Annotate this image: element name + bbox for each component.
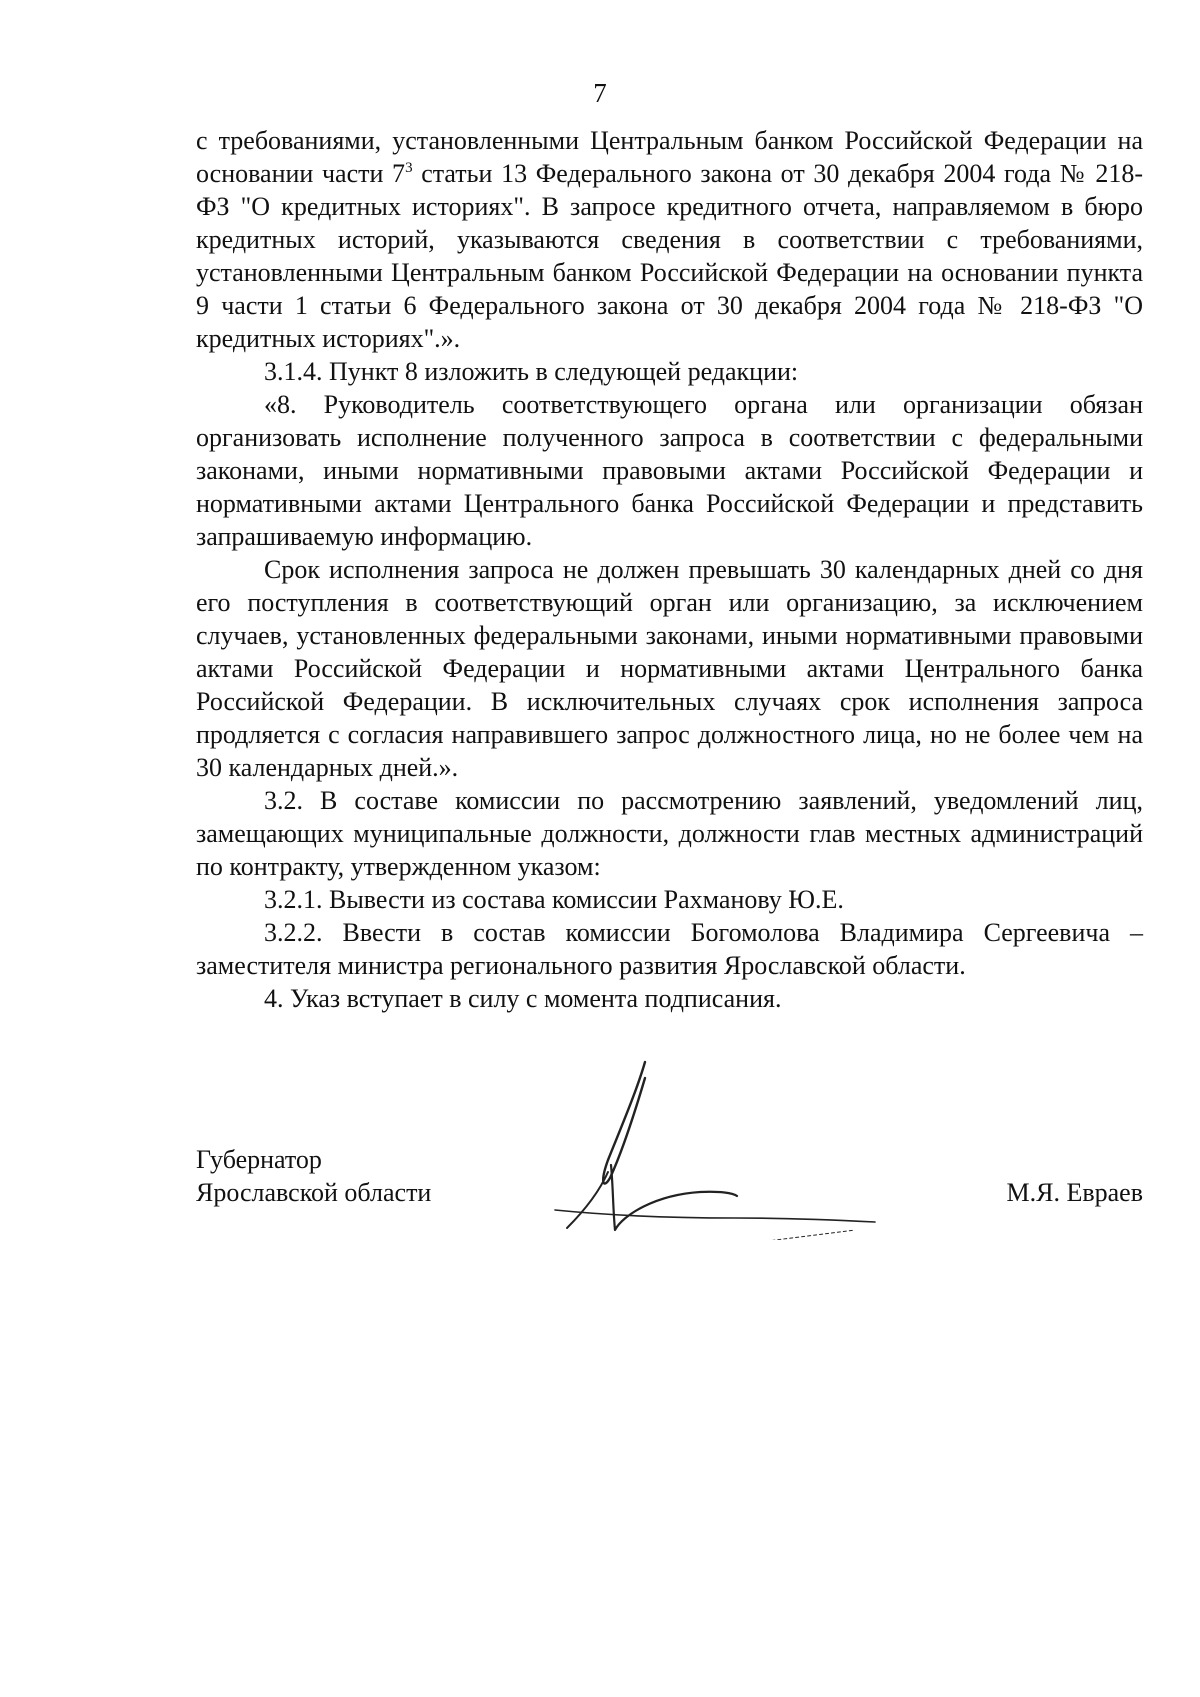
superscript: 3 xyxy=(405,160,413,176)
paragraph-3-2-2: 3.2.2. Ввести в состав комиссии Богомолова Владимира Сергеевича – заместителя министра регионального развития Ярославской области. xyxy=(196,918,1143,980)
paragraph-3-2-1: 3.2.1. Вывести из состава комиссии Рахманову Ю.Е. xyxy=(264,885,844,914)
handwritten-signature xyxy=(545,1060,915,1240)
paragraph-deadline: Срок исполнения запроса не должен превышать 30 календарных дней со дня его поступления в соответствующий орган или организацию, за исключением случаев, установленных федеральными законами, иными нормативными правовыми актами Российской Федерации и нормативными актами Центрального банка Российской Федерации. В исключительных случаях срок исполнения запроса продляется с согласия направившего запрос должностного лица, но не более чем на 30 календарных дней.». xyxy=(196,555,1143,782)
page-number: 7 xyxy=(593,78,607,108)
signatory-name: М.Я. Евраев xyxy=(1006,1178,1143,1207)
paragraph-credit-report: с требованиями, установленными Центральным банком Российской Федерации на основании части $7^3$ статьи 13 Федерального закона от 30 декабря 2004 года № 218-ФЗ "О кредитных историях". В запросе кредитного отчета, направляемом в бюро кредитных историй, указываются сведения в соответствии с требованиями, установленными Центральным банком Российской Федерации на основании пункта 9 части 1 статьи 6 Федерального закона от 30 декабря 2004 года № 218-ФЗ "О кредитных историях".». xyxy=(196,126,1144,353)
document-body xyxy=(196,124,1143,1015)
paragraph-4: 4. Указ вступает в силу с момента подписания. xyxy=(264,984,782,1013)
signatory-title: Губернатор Ярославской области xyxy=(196,1145,432,1207)
paragraph-item-8: «8. Руководитель соответствующего органа или организации обязан организовать исполнение полученного запроса в соответствии с федеральными законами, иными нормативными правовыми актами Российской Федерации и нормативными актами Центрального банка Российской Федерации и представить запрашиваемую информацию. xyxy=(196,390,1143,551)
paragraph-3-1-4: 3.1.4. Пункт 8 изложить в следующей редакции: xyxy=(264,357,799,386)
paragraph-3-2: 3.2. В составе комиссии по рассмотрению заявлений, уведомлений лиц, замещающих муниципальные должности, должности глав местных администраций по контракту, утвержденном указом: xyxy=(196,786,1143,881)
